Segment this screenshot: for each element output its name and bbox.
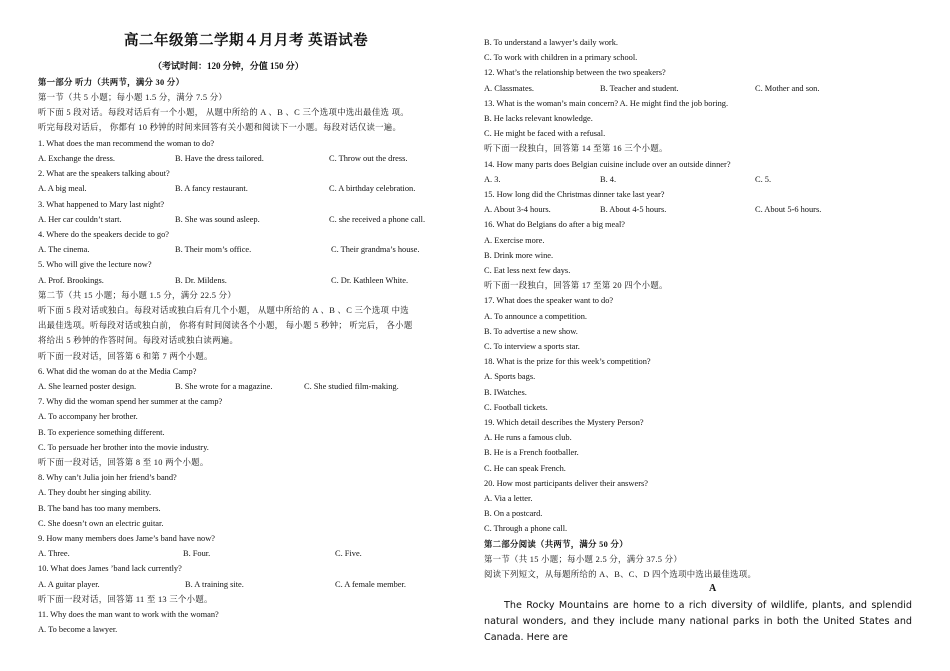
question-20: 20. How most participants deliver their answers? <box>484 479 648 488</box>
passage-label: A <box>709 583 717 594</box>
monologue-note: 听下面一段独白，回答第 17 至第 20 四个小题。 <box>484 281 668 290</box>
option-c: C. She doesn’t own an electric guitar. <box>38 519 164 528</box>
option-b: B. Teacher and student. <box>600 84 679 93</box>
question-18: 18. What is the prize for this week’s competition? <box>484 357 651 366</box>
option-a: A. Sports bags. <box>484 372 536 381</box>
section1-instruction: 听完每段对话后， 你都有 10 秒钟的时间来回答有关小题和阅读下一小题。每段对话仅读一遍。 <box>38 123 402 132</box>
option-a: A. About 3-4 hours. <box>484 205 551 214</box>
reading-section1-heading: 第一节（共 15 小题；每小题 2.5 分，满分 37.5 分） <box>484 555 683 564</box>
option-b: B. Drink more wine. <box>484 251 554 260</box>
section2-instruction: 出最佳选项。听每段对话或独白前， 你将有时间阅读各个小题， 每小题 5 秒钟； 听完后， 各小题 <box>38 321 413 330</box>
question-15: 15. How long did the Christmas dinner take last year? <box>484 190 665 199</box>
option-c: C. Through a phone call. <box>484 524 568 533</box>
option-c: C. Their grandma’s house. <box>331 245 420 254</box>
option-c: C. To interview a sports star. <box>484 342 580 351</box>
option-b: B. Have the dress tailored. <box>175 154 264 163</box>
option-a: A. 3. <box>484 175 501 184</box>
option-a: A. Exchange the dress. <box>38 154 115 163</box>
question-13: 13. What is the woman’s main concern? A. He might find the job boring. <box>484 99 729 108</box>
option-a: A. A big meal. <box>38 184 87 193</box>
option-b: B. To advertise a new show. <box>484 327 578 336</box>
option-c: C. He can speak French. <box>484 464 566 473</box>
monologue-note: 听下面一段独白，回答第 14 至第 16 三个小题。 <box>484 144 668 153</box>
option-b: B. Their mom’s office. <box>175 245 252 254</box>
question-6: 6. What did the woman do at the Media Camp? <box>38 367 197 376</box>
option-b: B. He lacks relevant knowledge. <box>484 114 593 123</box>
option-c: C. A female member. <box>335 580 406 589</box>
option-a: A. Via a letter. <box>484 494 533 503</box>
question-9: 9. How many members does Jame’s band have now? <box>38 534 215 543</box>
question-14: 14. How many parts does Belgian cuisine include over an outside dinner? <box>484 160 731 169</box>
option-b: B. IWatches. <box>484 388 527 397</box>
exam-subtitle: （考试时间：120 分钟，分值 150 分） <box>153 61 304 71</box>
option-a: A. She learned poster design. <box>38 382 137 391</box>
option-b: B. Four. <box>183 549 211 558</box>
option-b: B. 4. <box>600 175 617 184</box>
question-16: 16. What do Belgians do after a big meal? <box>484 220 626 229</box>
option-c: C. A birthday celebration. <box>329 184 416 193</box>
option-c: C. To work with children in a primary school. <box>484 53 638 62</box>
option-a: A. Prof. Brookings. <box>38 276 104 285</box>
question-5: 5. Who will give the lecture now? <box>38 260 152 269</box>
option-c: C. About 5-6 hours. <box>755 205 822 214</box>
option-c: C. 5. <box>755 175 772 184</box>
question-12: 12. What’s the relationship between the two speakers? <box>484 68 666 77</box>
question-1: 1. What does the man recommend the woman to do? <box>38 139 215 148</box>
dialogue-note: 听下面一段对话，回答第 6 和第 7 两个小题。 <box>38 352 213 361</box>
option-a: A. They doubt her singing ability. <box>38 488 152 497</box>
option-a: A. Three. <box>38 549 70 558</box>
option-b: B. A training site. <box>185 580 244 589</box>
question-2: 2. What are the speakers talking about? <box>38 169 170 178</box>
question-8: 8. Why can’t Julia join her friend’s band? <box>38 473 177 482</box>
option-b: B. To understand a lawyer’s daily work. <box>484 38 619 47</box>
reading-instruction: 阅读下列短文，从每题所给的 A、B、C、D 四个选项中选出最佳选项。 <box>484 570 757 579</box>
exam-title: 高二年级第二学期４月月考 英语试卷 <box>124 33 369 49</box>
option-c: C. Five. <box>335 549 362 558</box>
option-a: A. To become a lawyer. <box>38 625 118 634</box>
option-b: B. A fancy restaurant. <box>175 184 248 193</box>
option-a: A. He runs a famous club. <box>484 433 572 442</box>
option-c: C. Football tickets. <box>484 403 548 412</box>
passage-text: The Rocky Mountains are home to a rich diversity of wildlife, plants, and splendid natural wonders, and they include many national parks in both the United States and Canada. Here are <box>484 600 912 643</box>
option-b: B. He is a French footballer. <box>484 448 579 457</box>
option-c: C. Dr. Kathleen White. <box>331 276 409 285</box>
option-b: B. Dr. Mildens. <box>175 276 227 285</box>
question-3: 3. What happened to Mary last night? <box>38 200 165 209</box>
option-b: B. She was sound asleep. <box>175 215 260 224</box>
section2-instruction: 听下面 5 段对话或独白。每段对话或独白后有几个小题， 从题中所给的 A 、B 、C 三个选项 中选 <box>38 306 409 315</box>
section2-instruction: 将给出 5 秒钟的作答时间。每段对话或独白读两遍。 <box>38 336 239 345</box>
question-4: 4. Where do the speakers decide to go? <box>38 230 170 239</box>
option-a: A. Classmates. <box>484 84 535 93</box>
option-b: B. She wrote for a magazine. <box>175 382 273 391</box>
section1-instruction: 听下面 5 段对话。每段对话后有一个小题， 从题中所给的 A 、B 、C 三个选项中选出最佳选 项。 <box>38 108 409 117</box>
dialogue-note: 听下面一段对话，回答第 11 至 13 三个小题。 <box>38 595 213 604</box>
question-7: 7. Why did the woman spend her summer at the camp? <box>38 397 223 406</box>
option-c: C. she received a phone call. <box>329 215 426 224</box>
option-a: A. Her car couldn’t start. <box>38 215 122 224</box>
part2-heading: 第二部分阅读（共两节，满分 50 分） <box>484 540 628 549</box>
dialogue-note: 听下面一段对话，回答第 8 至 10 两个小题。 <box>38 458 209 467</box>
option-b: B. To experience something different. <box>38 428 165 437</box>
option-b: B. About 4-5 hours. <box>600 205 667 214</box>
option-c: C. Throw out the dress. <box>329 154 408 163</box>
question-17: 17. What does the speaker want to do? <box>484 296 614 305</box>
option-a: A. A guitar player. <box>38 580 100 589</box>
option-a: A. The cinema. <box>38 245 90 254</box>
question-19: 19. Which detail describes the Mystery Person? <box>484 418 644 427</box>
question-10: 10. What does James ’band lack currently? <box>38 564 182 573</box>
option-c: C. She studied film-making. <box>304 382 399 391</box>
section2-heading: 第二节（共 15 小题；每小题 1.5 分，满分 22.5 分） <box>38 291 237 300</box>
option-b: B. On a postcard. <box>484 509 543 518</box>
option-c: C. To persuade her brother into the movie industry. <box>38 443 209 452</box>
section1-heading: 第一节（共 5 小题；每小题 1.5 分，满分 7.5 分） <box>38 93 228 102</box>
option-a: A. Exercise more. <box>484 236 545 245</box>
part1-heading: 第一部分 听力（共两节，满分 30 分） <box>38 78 185 87</box>
option-b: B. The band has too many members. <box>38 504 161 513</box>
option-a: A. To accompany her brother. <box>38 412 138 421</box>
option-c: C. Mother and son. <box>755 84 820 93</box>
option-a: A. To announce a competition. <box>484 312 587 321</box>
option-c: C. Eat less next few days. <box>484 266 571 275</box>
option-c: C. He might be faced with a refusal. <box>484 129 606 138</box>
question-11: 11. Why does the man want to work with the woman? <box>38 610 219 619</box>
